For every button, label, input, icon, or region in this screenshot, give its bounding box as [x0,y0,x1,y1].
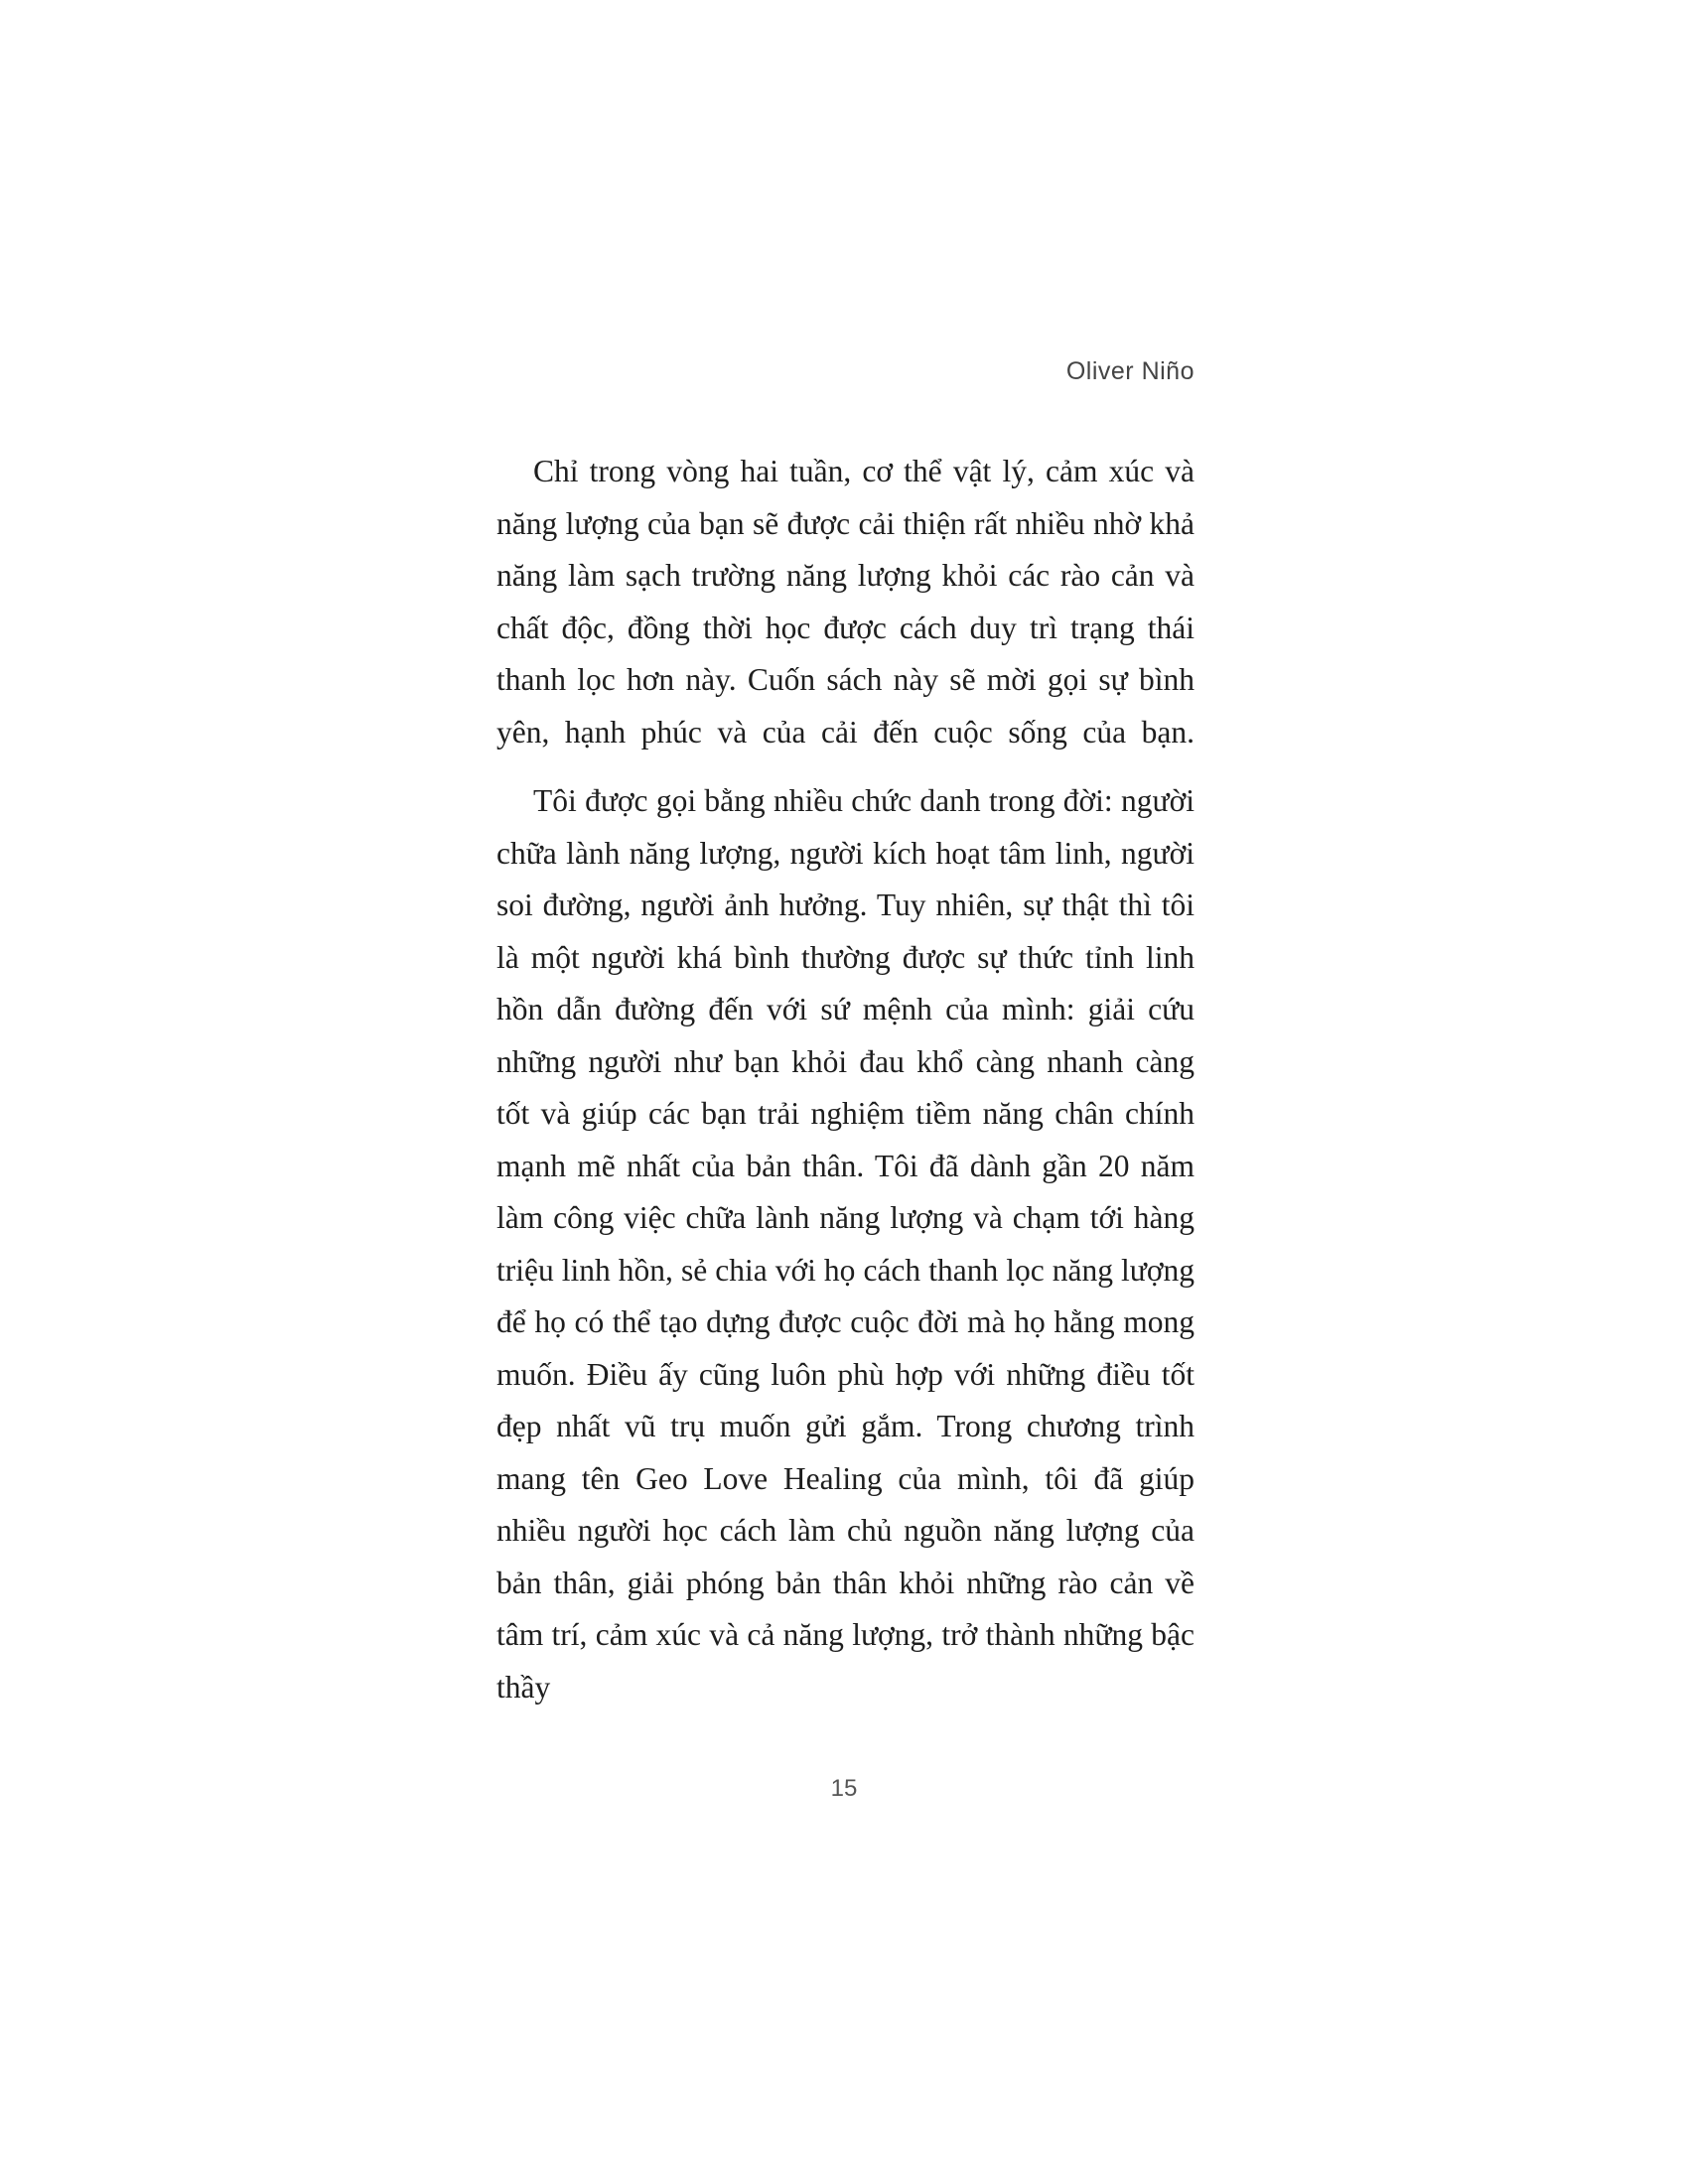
paragraph-2: Tôi được gọi bằng nhiều chức danh trong đời: người chữa lành năng lượng, người kích hoạt tâm linh, người soi đường, người ảnh hưởng. Tuy nhiên, sự thật thì tôi là một người khá bình thường được sự thức tỉnh linh hồn dẫn đường đến với sứ mệnh của mình: giải cứu những người như bạn khỏi đau khổ càng nhanh càng tốt và giúp các bạn trải nghiệm tiềm năng chân chính mạnh mẽ nhất của bản thân. Tôi đã dành gần 20 năm làm công việc chữa lành năng lượng và chạm tới hàng triệu linh hồn, sẻ chia với họ cách thanh lọc năng lượng để họ có thể tạo dựng được cuộc đời mà họ hằng mong muốn. Điều ấy cũng luôn phù hợp với những điều tốt đẹp nhất vũ trụ muốn gửi gắm. Trong chương trình mang tên Geo Love Healing của mình, tôi đã giúp nhiều người học cách làm chủ nguồn năng lượng của bản thân, giải phóng bản thân khỏi những rào cản về tâm trí, cảm xúc và cả năng lượng, trở thành những bậc thầy [496,783,1195,1705]
paragraph-1: Chỉ trong vòng hai tuần, cơ thể vật lý, cảm xúc và năng lượng của bạn sẽ được cải thiện rất nhiều nhờ khả năng làm sạch trường năng lượng khỏi các rào cản và chất độc, đồng thời học được cách duy trì trạng thái thanh lọc hơn này. Cuốn sách này sẽ mời gọi sự bình yên, hạnh phúc và của cải đến cuộc sống của bạn. [496,454,1195,750]
body-text [496,446,1195,1713]
page-number: 15 [830,1775,858,1802]
running-header-author: Oliver Niño [1065,357,1195,385]
